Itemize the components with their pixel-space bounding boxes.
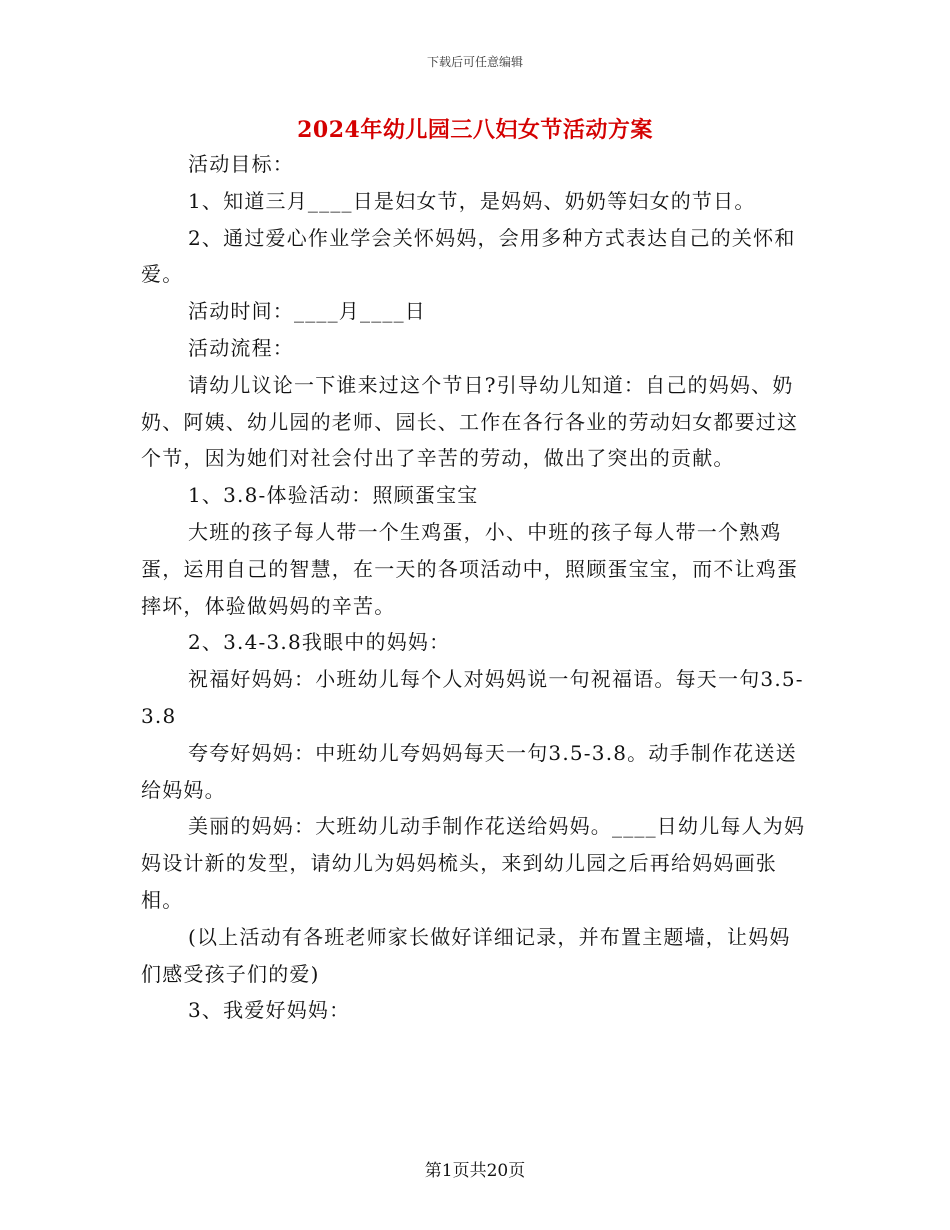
paragraph-records-note: (以上活动有各班老师家长做好详细记录，并布置主题墙，让妈妈们感受孩子们的爱) [141, 924, 791, 986]
paragraph-activity-time: 活动时间：____月____日 [188, 299, 426, 324]
paragraph-blessing: 祝福好妈妈：小班幼儿每个人对妈妈说一句祝福语。每天一句3.5-3.8 [141, 667, 804, 728]
paragraph-goal-2: 2、通过爱心作业学会关怀妈妈，会用多种方式表达自己的关怀和爱。 [141, 225, 796, 287]
paragraph-item-3-heading: 3、我爱好妈妈： [188, 998, 351, 1023]
paragraph-praise: 夸夸好妈妈：中班幼儿夸妈妈每天一句3.5-3.8。动手制作花送送给妈妈。 [141, 740, 797, 802]
paragraph-goals-heading: 活动目标： [188, 152, 294, 176]
page-number: 第1页共20页 [424, 1161, 526, 1181]
paragraph-discussion: 请幼儿议论一下谁来过这个节日?引导幼儿知道：自己的妈妈、奶奶、阿姨、幼儿园的老师、园长、工作在各行各业的劳动妇女都要过这个节，因为她们对社会付出了辛苦的劳动，做出了突出的贡献。 [141, 372, 799, 471]
paragraph-beautiful-mom: 美丽的妈妈：大班幼儿动手制作花送给妈妈。____日幼儿每人为妈妈设计新的发型，请幼儿为妈妈梳头，来到幼儿园之后再给妈妈画张相。 [141, 814, 806, 912]
document-body [141, 146, 809, 1029]
document-title: 2024年幼儿园三八妇女节活动方案 [297, 117, 653, 143]
paragraph-egg-care: 大班的孩子每人带一个生鸡蛋，小、中班的孩子每人带一个熟鸡蛋，运用自己的智慧，在一天的各项活动中，照顾蛋宝宝，而不让鸡蛋摔坏，体验做妈妈的辛苦。 [141, 519, 799, 618]
paragraph-item-2-heading: 2、3.4-3.8我眼中的妈妈： [188, 630, 451, 655]
header-note: 下载后可任意编辑 [426, 55, 523, 69]
paragraph-process-heading: 活动流程： [188, 335, 294, 360]
paragraph-goal-1: 1、知道三月____日是妇女节，是妈妈、奶奶等妇女的节日。 [188, 188, 756, 213]
paragraph-item-1-heading: 1、3.8-体验活动：照顾蛋宝宝 [188, 483, 479, 508]
